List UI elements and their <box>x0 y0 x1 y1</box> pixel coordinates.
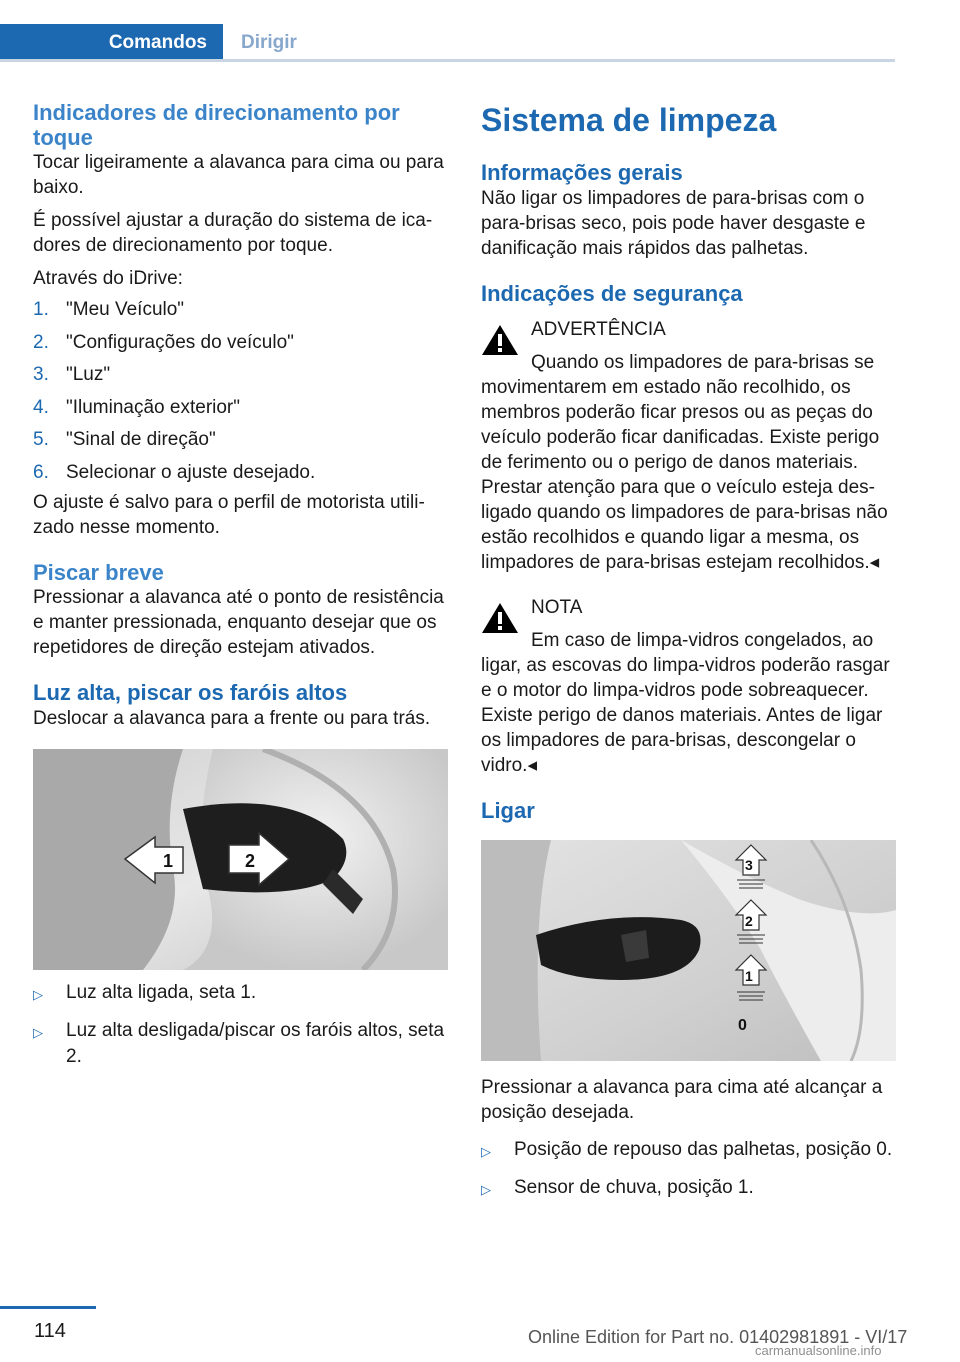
on-heading: Ligar <box>481 798 535 823</box>
high-beam-heading: Luz alta, piscar os faróis altos <box>33 680 348 705</box>
step-item: 6. Selecionar o ajuste desejado. <box>33 461 316 483</box>
warning-triangle-icon <box>481 323 519 357</box>
footer-rule <box>0 1306 96 1309</box>
note-text: ligar, as escovas do limpa-vidros poderão rasgar e o motor do limpa-vidros pode sobreaquecer. Existe perigo de danos materiais. Antes de ligar os limpadores de para-brisas, descongelar o vidro.◂ <box>481 655 890 776</box>
wiper-lever-figure <box>481 840 896 1061</box>
tab-dirigir[interactable]: Dirigir <box>241 32 297 53</box>
high-beam-bullets <box>33 980 448 1070</box>
position-0-label: 0 <box>738 1017 747 1034</box>
touch-paragraph-1: Tocar ligeiramente a alavanca para cima ou para baixo. <box>33 152 444 198</box>
arrow-2-label: 2 <box>245 851 256 871</box>
high-beam-paragraph: Deslocar a alavanca para a frente ou para trás. <box>33 708 431 729</box>
chapter-tabs <box>0 24 895 62</box>
triangle-bullet-icon: ▷ <box>33 1025 43 1040</box>
left-column <box>33 100 448 1080</box>
touch-turn-heading: Indicadores de direcionamento por toque <box>33 100 400 150</box>
step-item: 3. "Luz" <box>33 364 111 385</box>
touch-paragraph-4: O ajuste é salvo para o perfil de motorista utilizado nesse momento. <box>33 492 425 538</box>
flash-paragraph: Pressionar a alavanca até o ponto de resistência e manter pressionada, enquanto desejar que os repetidores de direção estejam ativados. <box>33 587 444 658</box>
edition-text: Online Edition for Part no. 01402981891 - VI/17 <box>528 1327 908 1347</box>
list-item: ▷ Luz alta desligada/piscar os faróis altos, seta 2. <box>33 1018 448 1070</box>
warning-triangle-icon <box>481 601 519 635</box>
page-number: 114 <box>34 1320 66 1342</box>
header-rule <box>0 59 895 62</box>
flash-heading: Piscar breve <box>33 560 164 585</box>
arrow-1-label: 1 <box>163 851 174 871</box>
safety-heading: Indicações de segurança <box>481 281 743 306</box>
list-item: ▷ Posição de repouso das palhetas, posição 0. <box>481 1137 896 1165</box>
on-paragraph: Pressionar a alavanca para cima até alcançar a posição desejada. <box>481 1077 883 1123</box>
position-1-label: 1 <box>745 968 753 984</box>
right-column <box>481 100 896 1213</box>
warning-block <box>481 317 896 575</box>
main-heading: Sistema de limpeza <box>481 102 777 138</box>
tab-comandos[interactable]: Comandos <box>0 24 223 62</box>
step-item: 1. "Meu Veículo" <box>33 299 185 320</box>
idrive-steps <box>33 297 448 485</box>
step-item: 5. "Sinal de direção" <box>33 429 216 450</box>
touch-paragraph-2: É possível ajustar a duração do sistema de icadores de direcionamento por toque. <box>33 210 433 256</box>
touch-paragraph-3: Através do iDrive: <box>33 268 183 289</box>
triangle-bullet-icon: ▷ <box>33 987 43 1002</box>
step-item: 2. "Configurações do veículo" <box>33 331 294 353</box>
position-3-label: 3 <box>745 857 753 873</box>
warning-text: movimentarem em estado não recolhido, os membros poderão ficar presos ou as peças do veículo poderão ficar danificadas. Existe perigo de ferimento ou o perigo de danos materiais. Prestar atenção para que o veículo esteja desligado quando os limpadores de para-brisas não estão recolhidos e quando ligar a mesma, os limpadores de para-brisas estejam recolhidos.◂ <box>481 377 888 573</box>
high-beam-lever-figure <box>33 749 448 970</box>
warning-title: ADVERTÊNCIA <box>531 319 666 340</box>
info-heading: Informações gerais <box>481 160 683 185</box>
warning-text-first: Quando os limpadores de para-brisas se <box>531 352 875 373</box>
wiper-bullets <box>481 1137 896 1203</box>
note-block <box>481 595 896 778</box>
list-item: ▷ Sensor de chuva, posição 1. <box>481 1175 896 1203</box>
note-text-first: Em caso de limpa-vidros congelados, ao <box>531 630 874 651</box>
info-paragraph: Não ligar os limpadores de para-brisas com o para-brisas seco, pois pode haver desgaste e danificação mais rápidos das palhetas. <box>481 188 866 259</box>
watermark: carmanualsonline.info <box>755 1343 882 1358</box>
list-item: ▷ Luz alta ligada, seta 1. <box>33 980 448 1008</box>
position-2-label: 2 <box>745 913 753 929</box>
triangle-bullet-icon: ▷ <box>481 1144 491 1159</box>
step-item: 4. "Iluminação exterior" <box>33 396 241 418</box>
note-title: NOTA <box>531 597 583 618</box>
triangle-bullet-icon: ▷ <box>481 1182 491 1197</box>
